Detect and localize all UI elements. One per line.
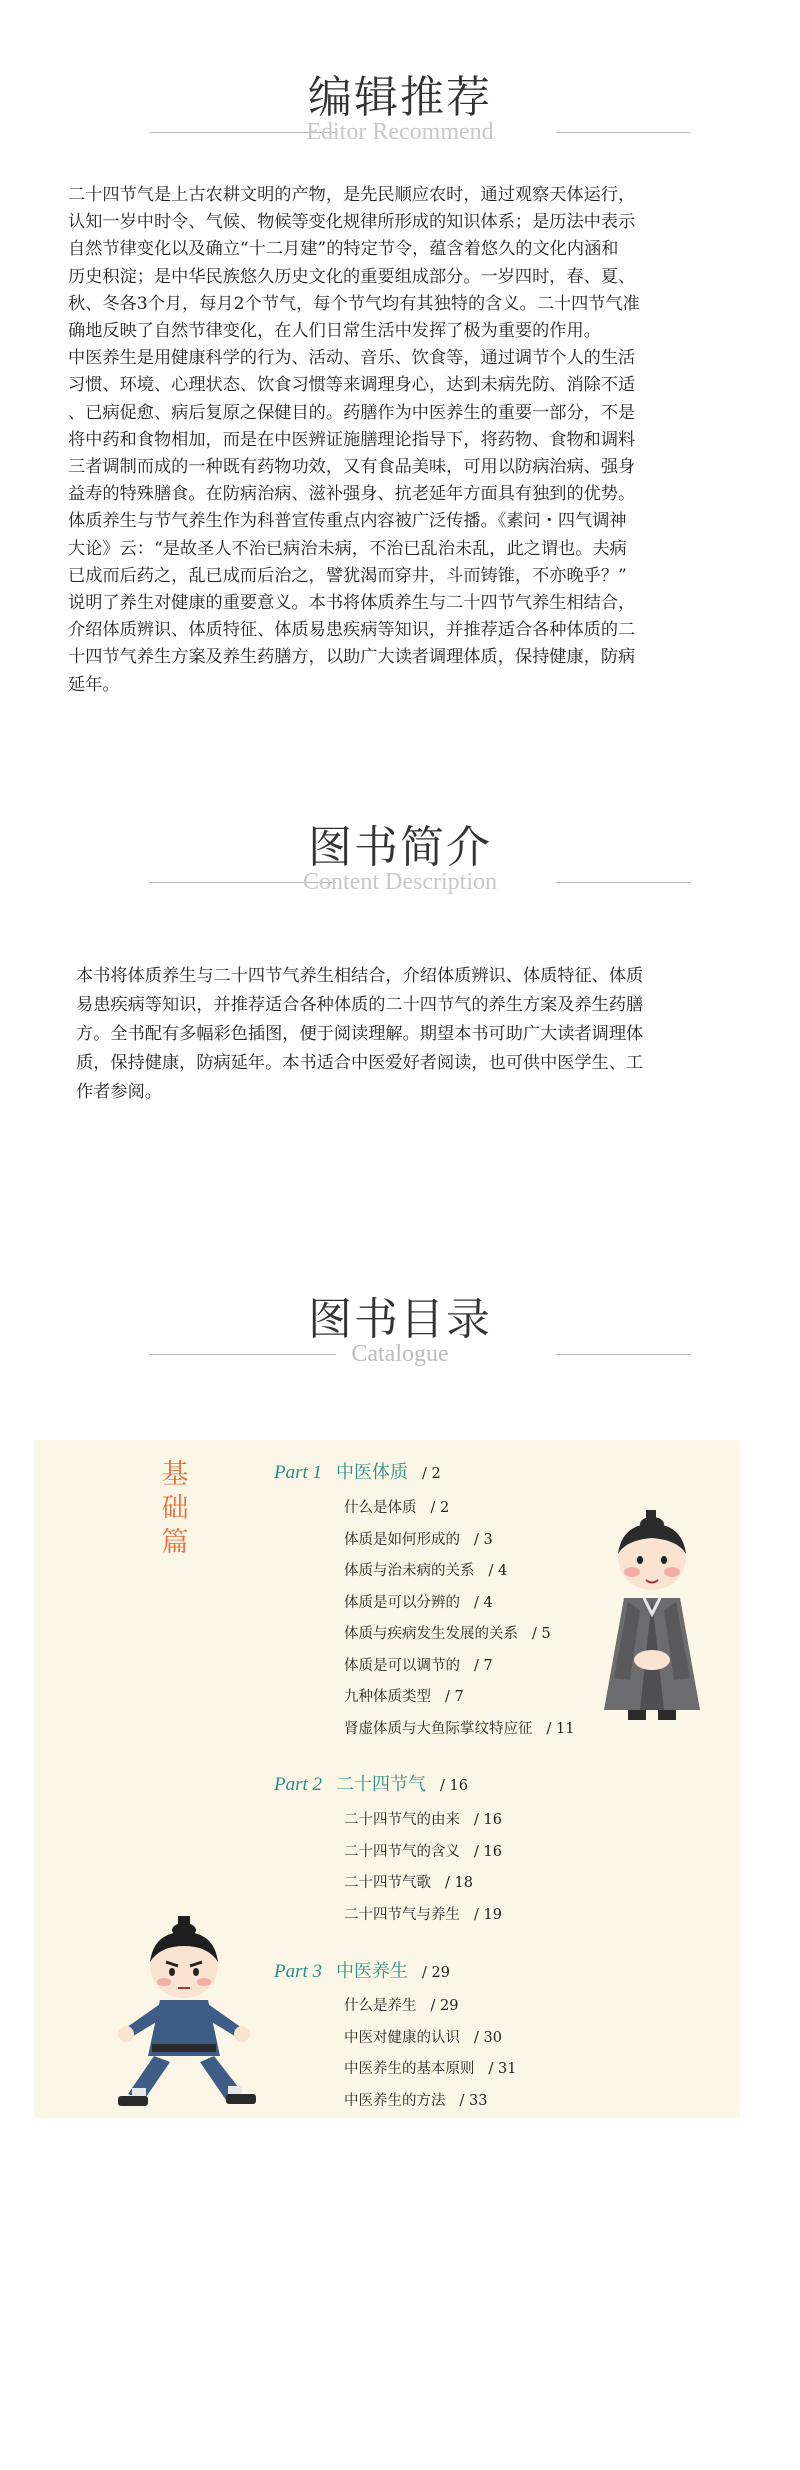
heading-rule-right — [556, 882, 690, 883]
part-page: / 29 — [422, 1965, 450, 1981]
editor-text-line: 、已病促愈、病后复原之保健目的。药膳作为中医养生的重要一部分，不是 — [68, 402, 636, 423]
part-number: Part 2 — [274, 1774, 323, 1795]
toc-entry — [344, 1903, 502, 1927]
part-page: / 2 — [422, 1466, 441, 1482]
editor-text-line: 自然节律变化以及确立“十二月建”的特定节令，蕴含着悠久的文化内涵和 — [68, 239, 619, 260]
toc-entry-title: 中医对健康的认识 — [344, 2029, 460, 2046]
heading-rule-right — [556, 1354, 690, 1355]
toc-entry-title: 肾虚体质与大鱼际掌纹特应征 — [344, 1720, 533, 1737]
editor-text-line: 介绍体质辨识、体质特征、体质易患疾病等知识，并推荐适合各种体质的二 — [68, 620, 636, 641]
toc-entry-page: / 19 — [474, 1906, 502, 1923]
toc-entry-title: 二十四节气歌 — [344, 1875, 431, 1891]
toc-entry — [344, 1994, 458, 2018]
toc-entry — [344, 1559, 507, 1583]
toc-entry — [344, 1871, 473, 1895]
editor-title: 编辑推荐 — [308, 72, 492, 123]
toc-entry-page: / 2 — [430, 1500, 450, 1516]
toc-part-1 — [274, 1458, 441, 1486]
heading-rule-right — [556, 132, 690, 133]
toc-entry-page: / 4 — [474, 1594, 493, 1611]
toc-entry-title: 中医养生的方法 — [344, 2092, 446, 2109]
part-title: 二十四节气 — [336, 1774, 427, 1795]
toc-entry-page: / 7 — [474, 1657, 493, 1674]
part-title: 中医体质 — [336, 1462, 409, 1483]
toc-entry — [344, 1808, 502, 1832]
toc-entry-page: / 18 — [445, 1875, 473, 1891]
editor-text-line: 习惯、环境、心理状态、饮食习惯等来调理身心，达到未病先防、消除不适 — [68, 375, 636, 396]
part-page: / 16 — [440, 1778, 468, 1794]
editor-text-line: 延年。 — [68, 674, 120, 695]
catalogue-vertical-label — [158, 1458, 192, 1560]
toc-entry-page: / 33 — [459, 2092, 488, 2109]
toc-entry-title: 九种体质类型 — [344, 1689, 431, 1705]
part-number: Part 1 — [274, 1462, 323, 1483]
editor-body-text — [68, 182, 716, 699]
toc-part-3 — [274, 1957, 450, 1985]
editor-subtitle: Editor Recommend — [306, 119, 494, 145]
editor-text-line: 确地反映了自然节律变化，在人们日常生活中发挥了极为重要的作用。 — [68, 321, 601, 342]
vertical-char: 篇 — [161, 1527, 189, 1558]
editor-text-line: 历史积淀；是中华民族悠久历史文化的重要组成部分。一岁四时，春、夏、 — [68, 266, 636, 287]
toc-entry-title: 体质是如何形成的 — [344, 1531, 460, 1548]
intro-title: 图书简介 — [308, 822, 492, 873]
editor-text-line: 三者调制而成的一种既有药物功效，又有食品美味，可用以防病治病、强身 — [68, 457, 636, 478]
toc-entry-title: 体质与治未病的关系 — [344, 1563, 475, 1579]
catalogue-title: 图书目录 — [308, 1294, 492, 1345]
toc-entry-page: / 11 — [546, 1720, 575, 1737]
editor-text-line: 中医养生是用健康科学的行为、活动、音乐、饮食等，通过调节个人的生活 — [68, 348, 636, 369]
toc-entry-title: 二十四节气的由来 — [344, 1812, 460, 1828]
toc-entry-page: / 31 — [488, 2061, 517, 2077]
toc-entry-page: / 30 — [474, 2029, 502, 2046]
martial-arts-kid-illustration — [108, 1916, 268, 2116]
toc-entry-page: / 7 — [445, 1689, 464, 1705]
intro-text-line: 作者参阅。 — [76, 1082, 162, 1102]
toc-entry-page: / 16 — [474, 1843, 502, 1860]
intro-text-line: 易患疾病等知识，并推荐适合各种体质的二十四节气的养生方案及养生药膳 — [76, 995, 644, 1015]
toc-entry-page: / 5 — [532, 1626, 551, 1642]
editor-text-line: 将中药和食物相加，而是在中医辨证施膳理论指导下，将药物、食物和调料 — [68, 429, 636, 450]
toc-entry-page: / 16 — [474, 1812, 502, 1828]
toc-entry-title: 什么是体质 — [344, 1500, 417, 1516]
toc-entry-title: 二十四节气的含义 — [344, 1843, 460, 1860]
toc-entry — [344, 1496, 449, 1520]
intro-text-line: 质，保持健康，防病延年。本书适合中医爱好者阅读，也可供中医学生、工 — [76, 1053, 644, 1073]
editor-text-line: 已成而后药之，乱已成而后治之，譬犹渴而穿井，斗而铸锥，不亦晚乎？” — [68, 565, 627, 586]
toc-entry-title: 二十四节气与养生 — [344, 1906, 460, 1923]
toc-entry — [344, 1717, 574, 1741]
toc-entry — [344, 1622, 551, 1646]
toc-entry — [344, 1654, 493, 1678]
editor-text-line: 二十四节气是上古农耕文明的产物，是先民顺应农时，通过观察天体运行， — [68, 185, 636, 205]
intro-text-line: 方。全书配有多幅彩色插图，便于阅读理解。期望本书可助广大读者调理体 — [76, 1024, 644, 1044]
intro-text-line: 本书将体质养生与二十四节气养生相结合，介绍体质辨识、体质特征、体质 — [76, 966, 644, 986]
editor-text-line: 益寿的特殊膳食。在防病治病、滋补强身、抗老延年方面具有独到的优势。 — [68, 484, 636, 505]
toc-entry-title: 什么是养生 — [344, 1998, 417, 2014]
catalogue-subtitle: Catalogue — [351, 1341, 449, 1367]
toc-entry — [344, 2026, 502, 2050]
vertical-char: 基 — [161, 1459, 189, 1490]
toc-entry — [344, 1685, 464, 1709]
toc-entry — [344, 2089, 487, 2113]
toc-entry-page: / 4 — [488, 1563, 508, 1579]
toc-entry-title: 体质与疾病发生发展的关系 — [344, 1626, 518, 1642]
part-title: 中医养生 — [336, 1961, 409, 1982]
editor-text-line: 十四节气养生方案及养生药膳方，以助广大读者调理体质，保持健康，防病 — [68, 647, 636, 668]
intro-body-text — [76, 962, 712, 1107]
editor-text-line: 认知一岁中时令、气候、物候等变化规律所形成的知识体系；是历法中表示 — [68, 212, 636, 233]
editor-heading — [0, 70, 800, 150]
toc-entry-page: / 29 — [430, 1998, 459, 2014]
toc-entry — [344, 2057, 516, 2081]
toc-entry — [344, 1528, 493, 1552]
scholar-figure-illustration — [588, 1510, 716, 1730]
toc-entry — [344, 1840, 502, 1864]
intro-subtitle: Content Description — [303, 869, 497, 895]
catalogue-heading — [0, 1292, 800, 1372]
toc-part-2 — [274, 1770, 468, 1798]
toc-entry — [344, 1591, 493, 1615]
intro-heading — [0, 820, 800, 900]
editor-text-line: 体质养生与节气养生作为科普宣传重点内容被广泛传播。《素问・四气调神 — [68, 511, 627, 532]
editor-text-line: 秋、冬各3个月，每月2个节气，每个节气均有其独特的含义。二十四节气准 — [68, 293, 640, 314]
editor-text-line: 说明了养生对健康的重要意义。本书将体质养生与二十四节气养生相结合， — [68, 593, 636, 614]
editor-text-line: 大论》云：“是故圣人不治已病治未病，不治已乱治未乱，此之谓也。夫病 — [68, 538, 627, 559]
part-number: Part 3 — [274, 1961, 323, 1982]
toc-entry-title: 中医养生的基本原则 — [344, 2061, 475, 2077]
vertical-char: 础 — [161, 1493, 189, 1524]
toc-entry-title: 体质是可以调节的 — [344, 1657, 460, 1674]
toc-entry-title: 体质是可以分辨的 — [344, 1594, 460, 1611]
toc-entry-page: / 3 — [474, 1531, 493, 1548]
